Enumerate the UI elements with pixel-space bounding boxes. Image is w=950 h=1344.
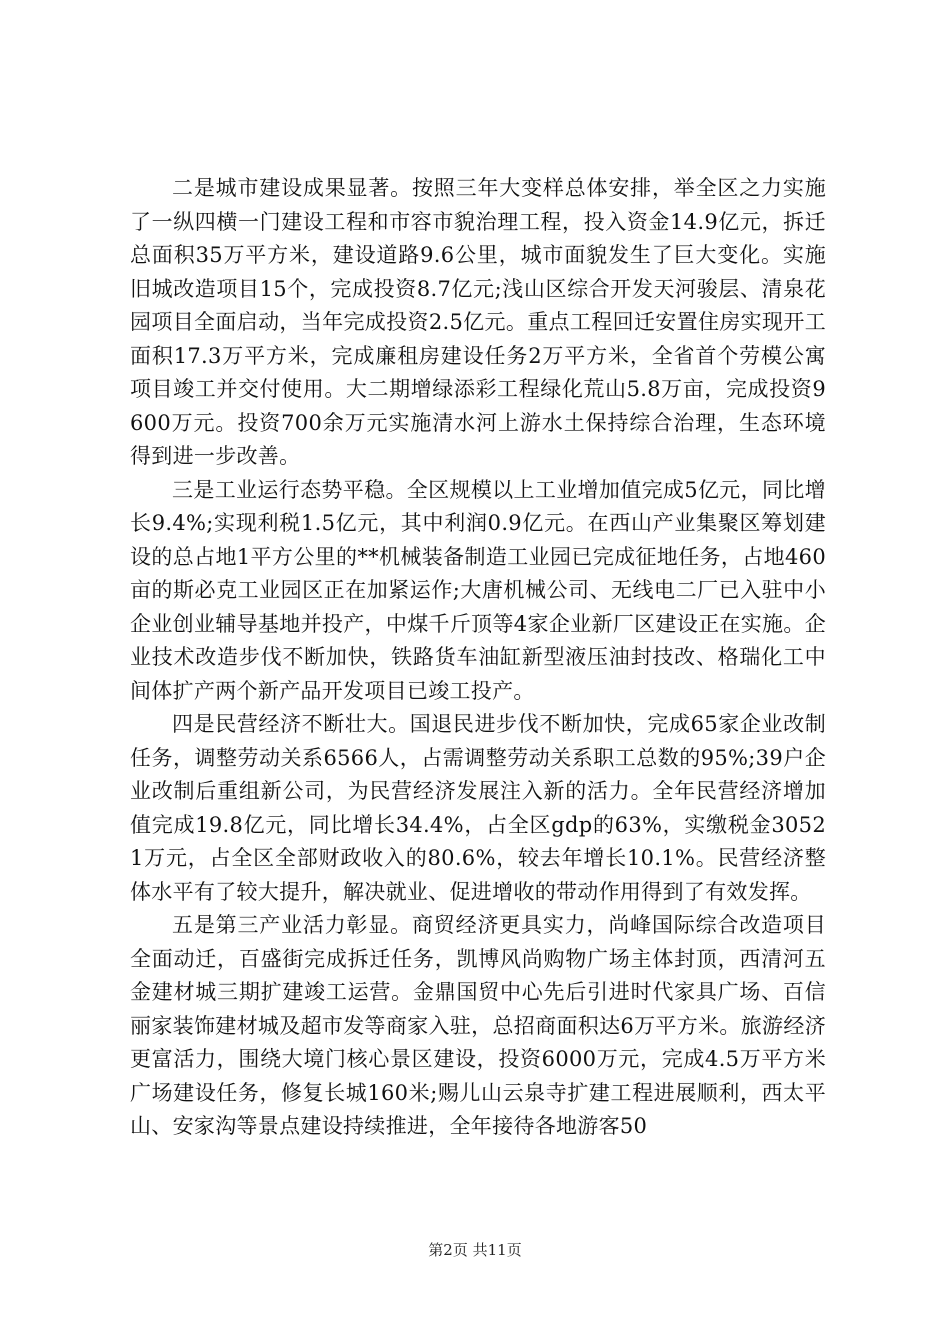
- document-body: [130, 172, 826, 1144]
- paragraph-industry: 三是工业运行态势平稳。全区规模以上工业增加值完成5亿元，同比增长9.4%;实现利税1.5亿元，其中利润0.9亿元。在西山产业集聚区筹划建设的总占地1平方公里的**机械装备制造工业园已完成征地任务，占地460亩的斯必克工业园区正在加紧运作;大唐机械公司、无线电二厂已入驻中小企业创业辅导基地并投产，中煤千斤顶等4家企业新厂区建设正在实施。企业技术改造步伐不断加快，铁路货车油缸新型液压油封技改、格瑞化工中间体扩产两个新产品开发项目已竣工投产。: [130, 477, 826, 703]
- paragraph-tertiary-industry: 五是第三产业活力彰显。商贸经济更具实力，尚峰国际综合改造项目全面动迁，百盛街完成拆迁任务，凯博风尚购物广场主体封顶，西清河五金建材城三期扩建竣工运营。金鼎国贸中心先后引进时代家具广场、百信丽家装饰建材城及超市发等商家入驻，总招商面积达6万平方米。旅游经济更富活力，围绕大境门核心景区建设，投资6000万元，完成4.5万平方米广场建设任务，修复长城160米;赐儿山云泉寺扩建工程进展顺利，西太平山、安家沟等景点建设持续推进，全年接待各地游客50: [130, 913, 826, 1138]
- page-number-footer: 第2页 共11页: [428, 1241, 522, 1259]
- paragraph-private-economy: 四是民营经济不断壮大。国退民进步伐不断加快，完成65家企业改制任务，调整劳动关系6566人，占需调整劳动关系职工总数的95%;39户企业改制后重组新公司，为民营经济发展注入新的活力。全年民营经济增加值完成19.8亿元，同比增长34.4%，占全区gdp的63%，实缴税金30521万元，占全区全部财政收入的80.6%，较去年增长10.1%。民营经济整体水平有了较大提升，解决就业、促进增收的带动作用得到了有效发挥。: [130, 712, 826, 904]
- paragraph-urban-construction: 二是城市建设成果显著。按照三年大变样总体安排，举全区之力实施了一纵四横一门建设工程和市容市貌治理工程，投入资金14.9亿元，拆迁总面积35万平方米，建设道路9.6公里，城市面貌发生了巨大变化。实施旧城改造项目15个，完成投资8.7亿元;浅山区综合开发天河骏层、清泉花园项目全面启动，当年完成投资2.5亿元。重点工程回迁安置住房实现开工面积17.3万平方米，完成廉租房建设任务2万平方米，全省首个劳模公寓项目竣工并交付使用。大二期增绿添彩工程绿化荒山5.8万亩，完成投资9600万元。投资700余万元实施清水河上游水土保持综合治理，生态环境得到进一步改善。: [130, 176, 826, 468]
